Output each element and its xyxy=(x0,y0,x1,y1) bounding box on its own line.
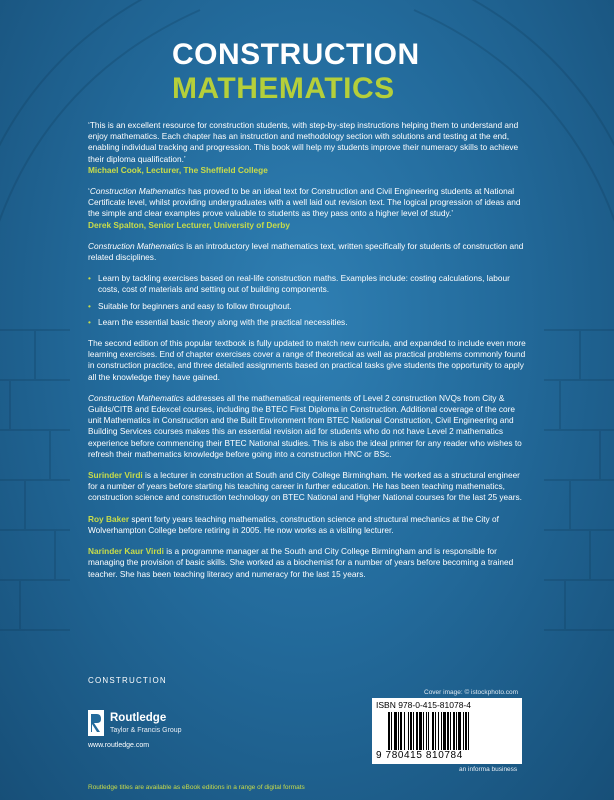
review-quote-1 xyxy=(88,120,530,176)
author-bio xyxy=(88,546,530,580)
informa-business-tag: an informa business xyxy=(459,766,518,773)
title-line-2: MATHEMATICS xyxy=(172,72,395,105)
author-name: Narinder Kaur Virdi xyxy=(88,546,164,557)
intro-book-title: Construction Mathematics xyxy=(88,240,184,251)
publisher-group: Taylor & Francis Group xyxy=(110,727,182,734)
isbn-number: ISBN 978-0-415-81078-4 xyxy=(376,700,471,710)
review-quote-1-attribution: Michael Cook, Lecturer, The Sheffield College xyxy=(88,164,268,175)
feature-item: • Learn by tackling exercises based on real-life construction maths. Examples include: costing calculations, labour costs, cost of materials and setting out of building components. xyxy=(88,273,530,295)
publisher-name: Routledge xyxy=(110,712,167,724)
review-quote-2-attribution: Derek Spalton, Senior Lecturer, University of Derby xyxy=(88,219,290,230)
barcode-number: 9 780415 810784 xyxy=(376,750,463,761)
barcode-panel xyxy=(372,698,522,764)
ebook-notice: Routledge titles are available as eBook editions in a range of digital formats xyxy=(88,784,305,791)
feature-list xyxy=(88,273,530,328)
review-quote-2-open-quote: ‘ xyxy=(88,186,90,197)
intro-text: is an introductory level mathematics text, written specifically for students of construction and related disciplines. xyxy=(88,240,524,263)
routledge-r-logo-icon xyxy=(88,710,104,736)
author-name: Surinder Virdi xyxy=(88,470,143,481)
scope-book-title: Construction Mathematics xyxy=(88,392,184,403)
feature-item: • Suitable for beginners and easy to follow throughout. xyxy=(88,301,530,312)
author-bio-text: spent forty years teaching mathematics, construction science and structural mechanics at the City of Wolverhampton College before retiring in 2005. He now works as a visiting lecturer. xyxy=(88,513,499,535)
author-name: Roy Baker xyxy=(88,513,130,524)
title-line-1: CONSTRUCTION xyxy=(172,38,420,71)
review-quote-2-book-title: Construction Mathematics xyxy=(89,186,186,197)
barcode-icon xyxy=(388,712,508,750)
review-quote-2 xyxy=(88,186,530,231)
publisher-website[interactable]: www.routledge.com xyxy=(88,742,150,749)
author-bio-text: is a lecturer in construction at South and City College Birmingham. He worked as a structural engineer for a number of years before starting his teaching career in further education. He has been teaching mathematics, construction science and construction technology on BTEC National and Higher National courses for the last 25 years. xyxy=(88,470,522,503)
cover-image-credit: Cover image: © istockphoto.com xyxy=(424,689,519,696)
back-cover-text xyxy=(88,120,530,590)
author-bio-text: is a programme manager at the South and City College Birmingham and is responsible for managing the provision of basic skills. She worked as a biochemist for a number of years before becoming a trained teacher. She has been teaching literacy and numeracy for the last 15 years. xyxy=(88,546,514,579)
feature-item: • Learn the essential basic theory along with the practical necessities. xyxy=(88,317,530,328)
intro-paragraph xyxy=(88,241,530,263)
review-quote-1-text: ‘This is an excellent resource for construction students, with step-by-step instructions helping them to understand and enjoy mathematics. Each chapter has an instruction and methodology section with solutions and testing at the end, enabling individual tracking and progression. This book will help my students improve their numeracy skills to achieve their diploma qualification.’ xyxy=(88,120,519,164)
review-quote-2-text: has proved to be an ideal text for Construction and Civil Engineering students at National Certificate level, whilst providing undergraduates with a well laid out revision text. The logical progression of ideas and the simple and clear examples prove valuable to students as they pass onto a higher level of study.’ xyxy=(88,186,521,219)
author-bio xyxy=(88,514,530,536)
subject-category: CONSTRUCTION xyxy=(88,676,167,685)
scope-paragraph xyxy=(88,393,530,460)
edition-paragraph: The second edition of this popular textbook is fully updated to match new curricula, and expanded to include even more learning exercises. End of chapter exercises cover a range of theoretical as well as practical problems commonly found in construction practice, and three detailed assignments based on practical tasks give students the opportunity to apply all the knowledge they have gained. xyxy=(88,338,526,382)
scope-text: addresses all the mathematical requirements of Level 2 construction NVQs from City & Guilds/CITB and Edexcel courses, including the BTEC First Diploma in Construction. Additional coverage of the core unit Mathematics in Construction and the Built Environment from BTEC National Construction, Civil Engineering and Building Services courses makes this an essential revision aid for students who do not have Level 2 mathematics experience before commencing their BTEC National studies. This is also the ideal primer for any reader who wishes to refresh their mathematics knowledge before going into a construction HNC or BSc. xyxy=(88,392,522,459)
author-bio xyxy=(88,470,530,504)
